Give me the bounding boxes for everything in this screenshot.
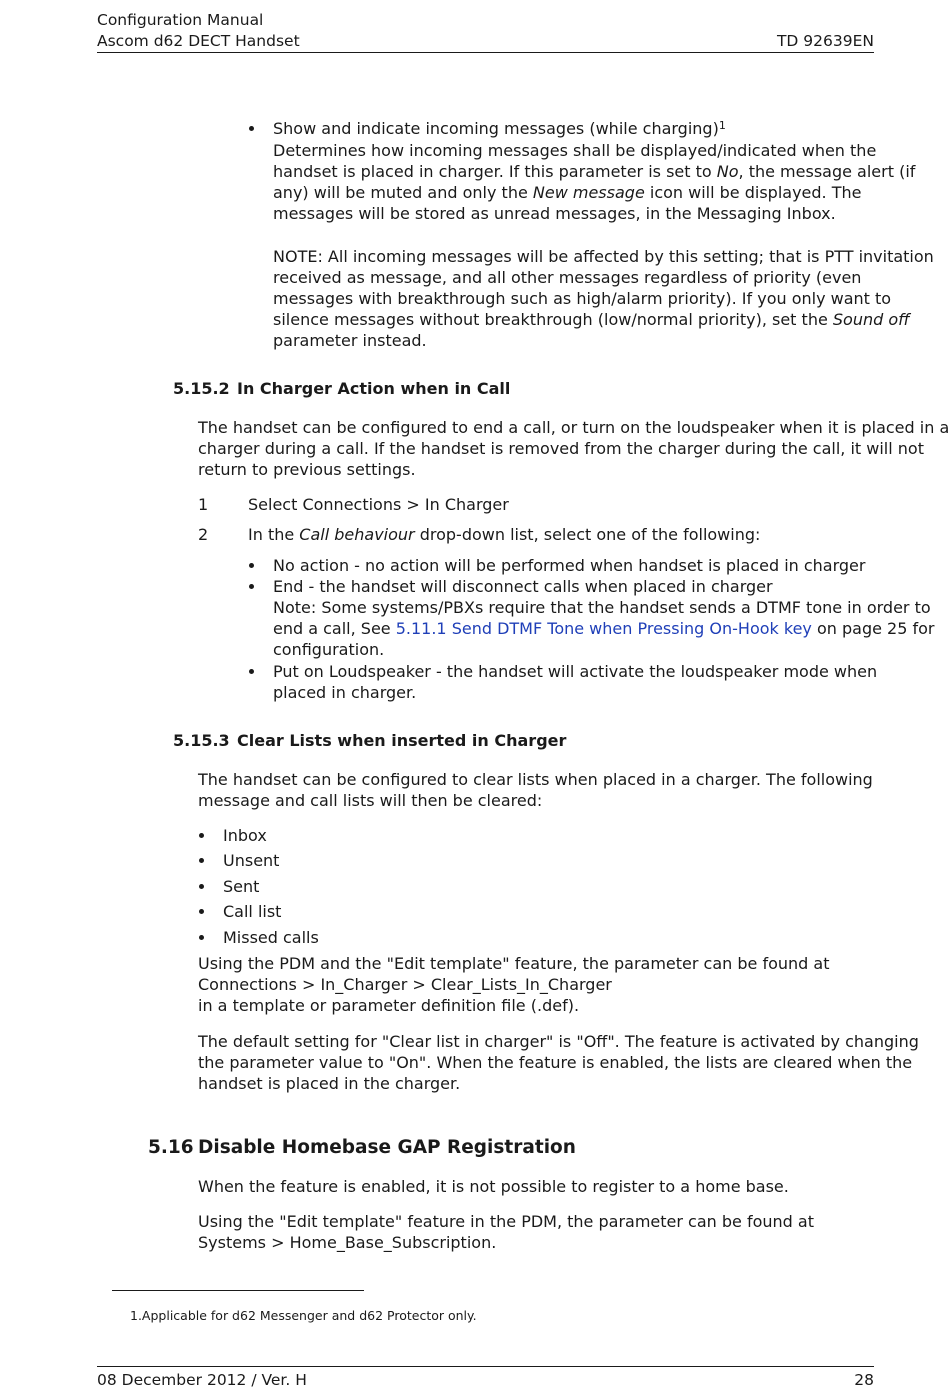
option-end: End - the handset will disconnect calls when placed in charger (273, 577, 773, 596)
step-number: 2 (198, 525, 209, 544)
note-line: messages with breakthrough such as high/alarm priority). If you only want to (273, 289, 892, 308)
paragraph-line: message and call lists will then be cleared: (198, 791, 543, 810)
paragraph-line: Connections > In_Charger > Clear_Lists_In_Charger (198, 975, 612, 994)
footer-date: 08 December 2012 / Ver. H (97, 1371, 307, 1389)
section-number: 5.16 (148, 1137, 194, 1158)
intro-line: handset is placed in charger. If this parameter is set to No, the message alert (if (273, 162, 916, 181)
paragraph-line: in a template or parameter definition file (.def). (198, 996, 580, 1015)
bullet-dot (199, 909, 204, 914)
footnote-text: 1.Applicable for d62 Messenger and d62 Protector only. (130, 1308, 477, 1323)
bullet-dot (249, 584, 254, 589)
list-item: Unsent (223, 851, 280, 870)
paragraph-line: Using the "Edit template" feature in the PDM, the parameter can be found at (198, 1212, 814, 1231)
note-line: parameter instead. (273, 331, 427, 350)
paragraph-line: The default setting for "Clear list in charger" is "Off". The feature is activated by changing (198, 1032, 919, 1051)
option-end-note: Note: Some systems/PBXs require that the handset sends a DTMF tone in order to (273, 598, 931, 617)
option-loudspeaker: Put on Loudspeaker - the handset will activate the loudspeaker mode when (273, 662, 878, 681)
step-text: In the Call behaviour drop-down list, select one of the following: (248, 525, 761, 544)
header-title: Configuration Manual (97, 11, 264, 29)
header-subtitle: Ascom d62 DECT Handset (97, 32, 300, 50)
bullet-dot (249, 669, 254, 674)
section-number: 5.15.2 (173, 379, 230, 398)
note-line: silence messages without breakthrough (low/normal priority), set the Sound off (273, 310, 910, 329)
step-number: 1 (198, 495, 209, 514)
footnote-rule (112, 1290, 364, 1291)
page-number: 28 (854, 1371, 874, 1389)
option-loudspeaker: placed in charger. (273, 683, 417, 702)
list-item: Inbox (223, 826, 267, 845)
paragraph-line: Systems > Home_Base_Subscription. (198, 1233, 497, 1252)
bullet-title: Show and indicate incoming messages (while charging)$^1$ (273, 119, 726, 138)
paragraph-line: Using the PDM and the "Edit template" feature, the parameter can be found at (198, 954, 830, 973)
note-line: NOTE: All incoming messages will be affected by this setting; that is PTT invitation (273, 247, 934, 266)
note-line: received as message, and all other messages regardless of priority (even (273, 268, 862, 287)
paragraph-line: return to previous settings. (198, 460, 416, 479)
footnote-ref: 1 (718, 119, 726, 132)
bullet-dot (249, 563, 254, 568)
list-item: Missed calls (223, 928, 319, 947)
bullet-dot (249, 126, 254, 131)
bullet-dot (199, 858, 204, 863)
option-end-note: end a call, See 5.11.1 Send DTMF Tone when Pressing On-Hook key on page 25 for (273, 619, 935, 638)
step-text: Select Connections > In Charger (248, 495, 509, 514)
paragraph-line: charger during a call. If the handset is removed from the charger during the call, it will not (198, 439, 924, 458)
option-no-action: No action - no action will be performed when handset is placed in charger (273, 556, 866, 575)
list-item: Sent (223, 877, 260, 896)
header-rule (97, 52, 874, 53)
bullet-dot (199, 833, 204, 838)
section-title: Disable Homebase GAP Registration (198, 1137, 576, 1158)
list-item: Call list (223, 902, 282, 921)
option-end-note: configuration. (273, 640, 385, 659)
footer-rule (97, 1366, 874, 1367)
paragraph-line: the parameter value to "On". When the feature is enabled, the lists are cleared when the (198, 1053, 913, 1072)
intro-line: Determines how incoming messages shall be displayed/indicated when the (273, 141, 877, 160)
paragraph-line: When the feature is enabled, it is not possible to register to a home base. (198, 1177, 789, 1196)
bullet-dot (199, 884, 204, 889)
paragraph-line: handset is placed in the charger. (198, 1074, 461, 1093)
paragraph-line: The handset can be configured to clear lists when placed in a charger. The following (198, 770, 873, 789)
paragraph-line: The handset can be configured to end a call, or turn on the loudspeaker when it is placed in a (198, 418, 950, 437)
section-number: 5.15.3 (173, 731, 230, 750)
section-title: In Charger Action when in Call (237, 379, 511, 398)
section-title: Clear Lists when inserted in Charger (237, 731, 567, 750)
bullet-dot (199, 935, 204, 940)
header-doc-id: TD 92639EN (776, 32, 874, 50)
intro-line: any) will be muted and only the New message icon will be displayed. The (273, 183, 862, 202)
intro-line: messages will be stored as unread messages, in the Messaging Inbox. (273, 204, 836, 223)
cross-reference-link[interactable]: 5.11.1 Send DTMF Tone when Pressing On-Hook key (395, 619, 812, 638)
